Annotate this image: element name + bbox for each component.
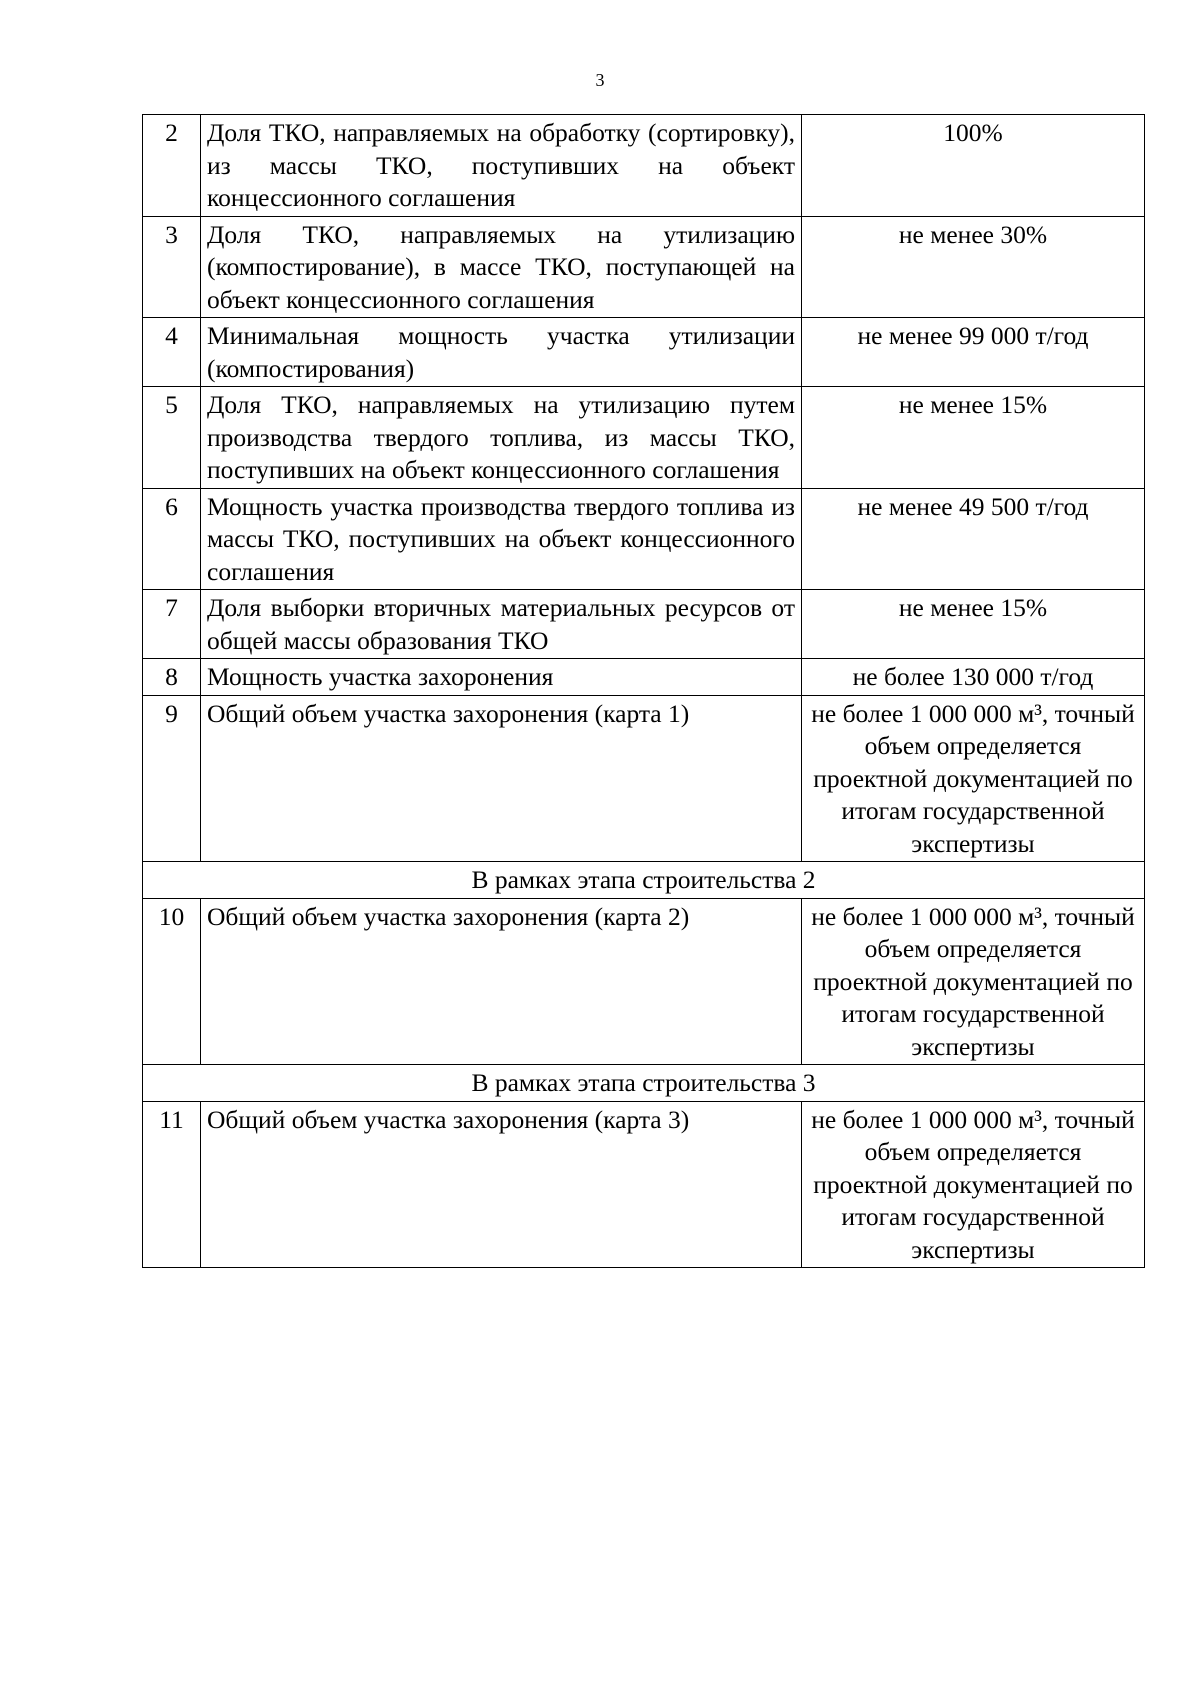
table-row (143, 318, 1145, 387)
table-row (143, 387, 1145, 489)
row-value: не менее 99 000 т/год (802, 318, 1145, 387)
page-number: 3 (595, 70, 605, 90)
row-number: 10 (143, 898, 201, 1065)
row-indicator: Общий объем участка захоронения (карта 3) (201, 1101, 802, 1268)
row-value: не менее 15% (802, 387, 1145, 489)
section-row (143, 862, 1145, 899)
row-value: не менее 49 500 т/год (802, 488, 1145, 590)
table-row (143, 659, 1145, 696)
section-title: В рамках этапа строительства 2 (143, 862, 1145, 899)
section-title: В рамках этапа строительства 3 (143, 1065, 1145, 1102)
row-value: не менее 15% (802, 590, 1145, 659)
table-row (143, 115, 1145, 217)
table-row (143, 898, 1145, 1065)
row-indicator: Доля выборки вторичных материальных ресурсов от общей массы образования ТКО (201, 590, 802, 659)
row-indicator: Доля ТКО, направляемых на обработку (сортировку), из массы ТКО, поступивших на объект концессионного соглашения (201, 115, 802, 217)
row-number: 11 (143, 1101, 201, 1268)
row-number: 8 (143, 659, 201, 696)
row-number: 3 (143, 216, 201, 318)
row-value: не более 1 000 000 м³, точный объем определяется проектной документацией по итогам государственной экспертизы (802, 1101, 1145, 1268)
table-body (143, 115, 1145, 1268)
row-number: 6 (143, 488, 201, 590)
table-row (143, 488, 1145, 590)
row-indicator: Доля ТКО, направляемых на утилизацию (компостирование), в массе ТКО, поступающей на объект концессионного соглашения (201, 216, 802, 318)
row-indicator: Минимальная мощность участка утилизации (компостирования) (201, 318, 802, 387)
row-indicator: Общий объем участка захоронения (карта 2) (201, 898, 802, 1065)
row-number: 7 (143, 590, 201, 659)
row-value: не более 130 000 т/год (802, 659, 1145, 696)
indicators-table (142, 114, 1145, 1268)
row-value: не менее 30% (802, 216, 1145, 318)
row-value: не более 1 000 000 м³, точный объем определяется проектной документацией по итогам государственной экспертизы (802, 695, 1145, 862)
row-number: 9 (143, 695, 201, 862)
table-row (143, 590, 1145, 659)
row-number: 4 (143, 318, 201, 387)
row-value: 100% (802, 115, 1145, 217)
row-value: не более 1 000 000 м³, точный объем определяется проектной документацией по итогам государственной экспертизы (802, 898, 1145, 1065)
row-indicator: Мощность участка производства твердого топлива из массы ТКО, поступивших на объект концессионного соглашения (201, 488, 802, 590)
table-row (143, 1101, 1145, 1268)
row-number: 5 (143, 387, 201, 489)
row-indicator: Доля ТКО, направляемых на утилизацию путем производства твердого топлива, из массы ТКО, поступивших на объект концессионного соглашения (201, 387, 802, 489)
row-indicator: Мощность участка захоронения (201, 659, 802, 696)
section-row (143, 1065, 1145, 1102)
table-row (143, 695, 1145, 862)
row-indicator: Общий объем участка захоронения (карта 1) (201, 695, 802, 862)
row-number: 2 (143, 115, 201, 217)
table-row (143, 216, 1145, 318)
